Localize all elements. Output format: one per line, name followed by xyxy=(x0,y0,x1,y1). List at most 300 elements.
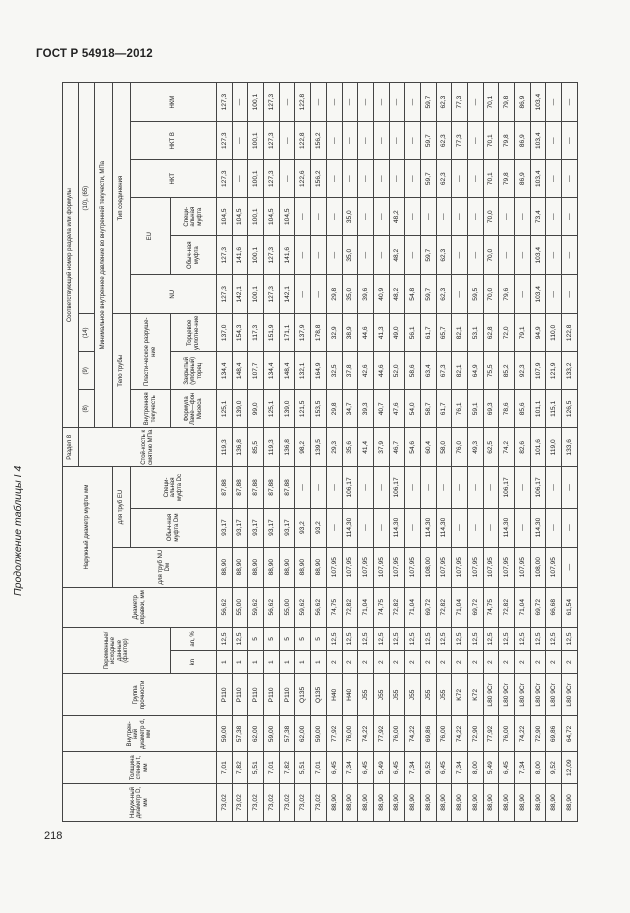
table-cell: — xyxy=(452,508,468,547)
table-cell: 76,1 xyxy=(452,390,468,428)
table-cell: 88,90 xyxy=(295,547,311,587)
table-cell: — xyxy=(342,160,358,198)
table-cell: — xyxy=(311,467,327,508)
table-cell: — xyxy=(515,198,531,236)
table-cell: 1 xyxy=(248,651,264,674)
table-cell: L80 9Cr xyxy=(562,674,578,716)
table-cell: 12,5 xyxy=(515,627,531,650)
header-factors: Переменные/ исходные данные (фактор) xyxy=(63,627,171,673)
table-cell: — xyxy=(279,83,295,122)
table-cell: 74,75 xyxy=(483,587,499,627)
table-cell: 47,6 xyxy=(389,390,405,428)
table-cell: 62,3 xyxy=(436,236,452,275)
table-cell: 119,3 xyxy=(264,428,280,467)
table-row xyxy=(326,83,342,822)
table-cell: 142,1 xyxy=(279,275,295,314)
table-cell: 103,4 xyxy=(530,160,546,198)
table-cell: — xyxy=(232,160,248,198)
table-cell: 76,0 xyxy=(452,428,468,467)
table-cell: — xyxy=(326,236,342,275)
table-cell: 139,0 xyxy=(279,390,295,428)
table-cell: 7,82 xyxy=(232,752,248,784)
table-cell: L80 9Cr xyxy=(499,674,515,716)
table-cell: — xyxy=(295,275,311,314)
table-cell: 59,7 xyxy=(420,160,436,198)
table-cell: — xyxy=(373,83,389,122)
table-cell: 42,6 xyxy=(358,352,374,390)
table-cell: 62,00 xyxy=(295,716,311,752)
table-cell: 88,90 xyxy=(436,784,452,822)
table-cell: 77,92 xyxy=(373,716,389,752)
table-cell: 82,6 xyxy=(515,428,531,467)
table-cell: 37,8 xyxy=(342,352,358,390)
table-cell: 5 xyxy=(311,627,327,650)
table-cell: 6,45 xyxy=(326,752,342,784)
table-cell: 88,90 xyxy=(389,784,405,822)
table-cell: 127,3 xyxy=(264,236,280,275)
table-cell: 88,90 xyxy=(468,784,484,822)
table-cell: — xyxy=(562,275,578,314)
table-cell: 56,62 xyxy=(311,587,327,627)
table-cell: 78,6 xyxy=(499,390,515,428)
table-cell: 103,4 xyxy=(530,83,546,122)
table-cell: 35,0 xyxy=(342,236,358,275)
table-cell: 1 xyxy=(295,651,311,674)
table-cell: 107,95 xyxy=(373,547,389,587)
table-cell: 69,72 xyxy=(530,587,546,627)
table-cell: 71,04 xyxy=(405,587,421,627)
table-cell: 62,3 xyxy=(436,160,452,198)
table-cell: 77,3 xyxy=(452,83,468,122)
table-cell: 2 xyxy=(405,651,421,674)
table-cell: 88,90 xyxy=(217,547,233,587)
table-cell: — xyxy=(452,160,468,198)
table-cell: Р110 xyxy=(279,674,295,716)
table-cell: — xyxy=(342,83,358,122)
table-cell: 106,17 xyxy=(389,467,405,508)
table-cell: — xyxy=(405,198,421,236)
header-collapse-resistance: Стой-кость к смятию МПа xyxy=(79,428,217,467)
table-cell: — xyxy=(546,508,562,547)
table-cell: 35,6 xyxy=(342,428,358,467)
table-cell: 6,45 xyxy=(499,752,515,784)
table-cell: 127,3 xyxy=(217,122,233,160)
table-cell: — xyxy=(405,236,421,275)
table-cell: 125,1 xyxy=(217,390,233,428)
table-cell: 1 xyxy=(232,651,248,674)
table-cell: 88,90 xyxy=(515,784,531,822)
table-cell: 122,8 xyxy=(562,314,578,352)
table-cell: 5 xyxy=(264,627,280,650)
table-cell: 85,2 xyxy=(499,352,515,390)
table-cell: — xyxy=(499,236,515,275)
table-cell: — xyxy=(326,160,342,198)
table-cell: 114,30 xyxy=(436,508,452,547)
table-cell: 12,5 xyxy=(452,627,468,650)
table-row xyxy=(436,83,452,822)
table-cell: 107,95 xyxy=(342,547,358,587)
table-cell: 82,1 xyxy=(452,352,468,390)
header-formula-8: (8) xyxy=(79,390,95,428)
table-cell: 77,3 xyxy=(452,122,468,160)
table-cell: 72,82 xyxy=(342,587,358,627)
table-cell: — xyxy=(483,508,499,547)
table-row xyxy=(217,83,233,822)
table-cell: 107,95 xyxy=(483,547,499,587)
table-cell: — xyxy=(468,160,484,198)
table-cell: 70,1 xyxy=(483,122,499,160)
table-cell: J55 xyxy=(358,674,374,716)
table-cell: 2 xyxy=(358,651,374,674)
header-strength-group: Группа прочности xyxy=(63,674,217,716)
table-cell: 6,45 xyxy=(436,752,452,784)
table-cell: 59,7 xyxy=(420,236,436,275)
table-cell: 2 xyxy=(499,651,515,674)
table-cell: 100,1 xyxy=(248,122,264,160)
table-cell: — xyxy=(279,160,295,198)
table-cell: 44,6 xyxy=(358,314,374,352)
table-cell: 88,90 xyxy=(248,547,264,587)
table-cell: 88,90 xyxy=(342,784,358,822)
table-row xyxy=(546,83,562,822)
table-cell: Р110 xyxy=(248,674,264,716)
table-row xyxy=(420,83,436,822)
table-cell: — xyxy=(515,275,531,314)
table-cell: 76,00 xyxy=(389,716,405,752)
table-cell: 40,7 xyxy=(373,390,389,428)
header-capped-end: Закрытый (упорный) торец xyxy=(171,352,217,390)
table-cell: 64,72 xyxy=(562,716,578,752)
table-row xyxy=(295,83,311,822)
table-cell: 12,5 xyxy=(436,627,452,650)
table-cell: 132,1 xyxy=(295,352,311,390)
table-cell: 70,0 xyxy=(483,198,499,236)
table-cell: 93,17 xyxy=(232,508,248,547)
table-cell: — xyxy=(562,122,578,160)
table-cell: 5,49 xyxy=(373,752,389,784)
header-nu-connection: NU xyxy=(131,275,217,314)
table-cell: 107,9 xyxy=(530,352,546,390)
table-cell: 127,3 xyxy=(217,236,233,275)
table-cell: L80 9Cr xyxy=(483,674,499,716)
table-cell: 117,3 xyxy=(248,314,264,352)
table-cell: 58,7 xyxy=(420,390,436,428)
header-nkm: НКМ xyxy=(131,83,217,122)
table-cell: 53,1 xyxy=(468,314,484,352)
table-cell: 126,5 xyxy=(562,390,578,428)
table-cell: 2 xyxy=(530,651,546,674)
table-cell: — xyxy=(468,508,484,547)
table-cell: K72 xyxy=(468,674,484,716)
table-cell: — xyxy=(546,83,562,122)
table-cell: 6,45 xyxy=(358,752,374,784)
table-cell: 141,6 xyxy=(279,236,295,275)
table-cell: 12,5 xyxy=(468,627,484,650)
table-cell: 62,3 xyxy=(436,122,452,160)
table-cell: 93,17 xyxy=(217,508,233,547)
table-cell: 88,90 xyxy=(420,784,436,822)
header-eu-regular-coupling: Обыч-ная муфта Dм xyxy=(131,508,217,547)
table-cell: 38,9 xyxy=(342,314,358,352)
table-cell: Р110 xyxy=(264,674,280,716)
table-cell: — xyxy=(358,83,374,122)
table-cell: 48,2 xyxy=(389,236,405,275)
table-cell: 107,95 xyxy=(326,547,342,587)
header-formula-numbers: Соответствующий номер раздела или формулы xyxy=(63,83,79,428)
table-cell: 100,1 xyxy=(248,236,264,275)
table-cell: Н40 xyxy=(342,674,358,716)
table-row xyxy=(342,83,358,822)
table-cell: — xyxy=(562,236,578,275)
header-outer-diameter: Наруж-ный диаметр D, мм xyxy=(63,784,217,822)
table-cell: 2 xyxy=(420,651,436,674)
table-cell: 39,3 xyxy=(358,390,374,428)
table-cell: — xyxy=(546,467,562,508)
table-cell: — xyxy=(358,467,374,508)
header-drift-diameter: Диаметр оправки, мм xyxy=(63,587,217,627)
table-cell: Р110 xyxy=(232,674,248,716)
table-cell: 7,01 xyxy=(217,752,233,784)
table-cell: 5 xyxy=(295,627,311,650)
table-cell: 153,5 xyxy=(311,390,327,428)
table-cell: 12,5 xyxy=(483,627,499,650)
table-cell: 88,90 xyxy=(499,784,515,822)
table-cell: 9,52 xyxy=(420,752,436,784)
table-cell: 32,9 xyxy=(326,314,342,352)
table-cell: 107,95 xyxy=(452,547,468,587)
table-cell: J55 xyxy=(420,674,436,716)
table-cell: 79,8 xyxy=(499,160,515,198)
table-cell: 59,62 xyxy=(248,587,264,627)
header-kn: kn xyxy=(171,651,217,674)
table-cell: — xyxy=(358,508,374,547)
table-cell: 55,00 xyxy=(232,587,248,627)
table-cell: 142,1 xyxy=(232,275,248,314)
table-cell: 59,62 xyxy=(295,587,311,627)
table-cell: 88,90 xyxy=(232,547,248,587)
table-cell: — xyxy=(546,198,562,236)
table-cell: — xyxy=(342,122,358,160)
table-cell: — xyxy=(358,122,374,160)
table-cell: — xyxy=(358,236,374,275)
table-body xyxy=(217,83,578,822)
table-cell: 12,5 xyxy=(562,627,578,650)
table-row xyxy=(264,83,280,822)
table-cell: 2 xyxy=(373,651,389,674)
table-cell: 106,17 xyxy=(342,467,358,508)
table-head xyxy=(63,83,217,822)
table-cell: 75,5 xyxy=(483,352,499,390)
table-cell: 59,7 xyxy=(420,122,436,160)
table-cell: 139,5 xyxy=(311,428,327,467)
table-cell: 1 xyxy=(279,651,295,674)
header-nktv: НКТ В xyxy=(131,122,217,160)
table-cell: 99,0 xyxy=(248,390,264,428)
table-cell: — xyxy=(515,508,531,547)
table-cell: 156,2 xyxy=(311,160,327,198)
table-cell: 127,3 xyxy=(217,275,233,314)
table-cell: 79,8 xyxy=(499,122,515,160)
table-cell: 29,8 xyxy=(326,390,342,428)
table-cell: Q135 xyxy=(295,674,311,716)
table-cell: 39,6 xyxy=(358,275,374,314)
table-cell: 59,1 xyxy=(468,390,484,428)
table-cell: — xyxy=(546,275,562,314)
table-cell: 5,51 xyxy=(295,752,311,784)
table-cell: 100,1 xyxy=(248,198,264,236)
table-cell: 62,3 xyxy=(436,275,452,314)
table-cell: 108,00 xyxy=(530,547,546,587)
table-cell: 74,22 xyxy=(515,716,531,752)
table-cell: 88,90 xyxy=(405,784,421,822)
table-cell: 59,00 xyxy=(264,716,280,752)
table-cell: 106,17 xyxy=(499,467,515,508)
table-cell: 164,9 xyxy=(311,352,327,390)
table-cell: 107,95 xyxy=(358,547,374,587)
table-cell: 134,4 xyxy=(264,352,280,390)
table-cell: — xyxy=(326,198,342,236)
table-cell: 64,9 xyxy=(468,352,484,390)
table-cell: 1 xyxy=(217,651,233,674)
table-cell: 69,72 xyxy=(420,587,436,627)
table-cell: 104,5 xyxy=(264,198,280,236)
table-cell: 54,0 xyxy=(405,390,421,428)
table-cell: 2 xyxy=(562,651,578,674)
table-cell: 48,2 xyxy=(389,198,405,236)
table-row xyxy=(452,83,468,822)
table-cell: 85,6 xyxy=(515,390,531,428)
header-an: an, % xyxy=(171,627,217,650)
table-cell: 121,5 xyxy=(295,390,311,428)
table-cell: L80 9Cr xyxy=(546,674,562,716)
table-cell: 74,75 xyxy=(373,587,389,627)
header-plastic-burst: Пласти-ческое разруше-ние xyxy=(131,314,171,390)
table-cell: 93,17 xyxy=(279,508,295,547)
table-cell: 88,90 xyxy=(311,547,327,587)
table-row xyxy=(483,83,499,822)
table-cell: — xyxy=(468,122,484,160)
table-cell: 114,30 xyxy=(389,508,405,547)
table-cell: 61,7 xyxy=(436,390,452,428)
header-eu-regular-connection: Обыч-ная муфта xyxy=(171,236,217,275)
table-cell: 49,3 xyxy=(468,428,484,467)
table-cell: 139,0 xyxy=(232,390,248,428)
table-cell: 127,3 xyxy=(217,83,233,122)
table-cell: 94,9 xyxy=(530,314,546,352)
table-cell: 56,62 xyxy=(264,587,280,627)
table-cell: 73,02 xyxy=(279,784,295,822)
table-cell: 114,30 xyxy=(342,508,358,547)
table-cell: 61,54 xyxy=(562,587,578,627)
table-cell: 2 xyxy=(483,651,499,674)
table-cell: 141,6 xyxy=(232,236,248,275)
table-cell: 69,86 xyxy=(546,716,562,752)
table-cell: — xyxy=(232,83,248,122)
header-formula-9: (9) xyxy=(79,352,95,390)
table-cell: 44,6 xyxy=(373,352,389,390)
table-cell: 7,34 xyxy=(405,752,421,784)
table-cell: Р110 xyxy=(217,674,233,716)
table-cell: 107,95 xyxy=(389,547,405,587)
table-cell: — xyxy=(405,122,421,160)
table-cell: J55 xyxy=(373,674,389,716)
table-cell: 103,4 xyxy=(530,122,546,160)
table-cell: 100,1 xyxy=(248,83,264,122)
table-cell: 88,90 xyxy=(279,547,295,587)
table-cell: Н40 xyxy=(326,674,342,716)
table-cell: 71,04 xyxy=(358,587,374,627)
table-cell: — xyxy=(295,467,311,508)
table-cell: 88,90 xyxy=(546,784,562,822)
table-cell: 136,8 xyxy=(232,428,248,467)
table-cell: 74,22 xyxy=(358,716,374,752)
table-cell: 66,68 xyxy=(546,587,562,627)
table-cell: 9,52 xyxy=(546,752,562,784)
table-cell: — xyxy=(389,160,405,198)
table-cell: 88,90 xyxy=(358,784,374,822)
table-cell: 86,9 xyxy=(515,83,531,122)
table-cell: — xyxy=(373,236,389,275)
table-cell: J55 xyxy=(436,674,452,716)
table-cell: 76,00 xyxy=(436,716,452,752)
table-cell: — xyxy=(562,160,578,198)
table-cell: 100,1 xyxy=(248,275,264,314)
table-cell: 7,01 xyxy=(264,752,280,784)
table-cell: 62,5 xyxy=(483,428,499,467)
header-eu-connection: EU xyxy=(131,198,171,275)
table-cell: 65,7 xyxy=(436,314,452,352)
table-cell: 77,92 xyxy=(483,716,499,752)
table-cell: 70,1 xyxy=(483,83,499,122)
table-cell: 2 xyxy=(436,651,452,674)
table-cell: 61,7 xyxy=(420,314,436,352)
table-cell: 8,00 xyxy=(530,752,546,784)
table-cell: 73,02 xyxy=(264,784,280,822)
table-cell: 70,1 xyxy=(483,160,499,198)
table-cell: 34,7 xyxy=(342,390,358,428)
table-cell: — xyxy=(452,275,468,314)
document-header: ГОСТ Р 54918—2012 xyxy=(36,48,153,60)
table-cell: 5,51 xyxy=(248,752,264,784)
header-barlow-open-end: Формула Ламе—фон Мизеса xyxy=(171,390,217,428)
table-cell: 106,17 xyxy=(530,467,546,508)
table-cell: — xyxy=(452,467,468,508)
table-row xyxy=(389,83,405,822)
table-cell: — xyxy=(311,198,327,236)
table-cell: — xyxy=(420,198,436,236)
table-cell: 122,6 xyxy=(295,160,311,198)
table-cell: 86,9 xyxy=(515,160,531,198)
table-cell: 93,2 xyxy=(311,508,327,547)
table-cell: — xyxy=(311,236,327,275)
table-cell: 108,00 xyxy=(420,547,436,587)
table-cell: 12,5 xyxy=(389,627,405,650)
table-cell: 127,3 xyxy=(217,160,233,198)
table-cell: 69,72 xyxy=(468,587,484,627)
table-cell: — xyxy=(373,508,389,547)
table-cell: 79,6 xyxy=(499,275,515,314)
table-cell: 110,0 xyxy=(546,314,562,352)
table-cell: — xyxy=(373,198,389,236)
table-cell: 134,4 xyxy=(217,352,233,390)
table-cell: 57,38 xyxy=(279,716,295,752)
table-cell: 37,9 xyxy=(373,428,389,467)
table-row xyxy=(232,83,248,822)
table-cell: — xyxy=(232,122,248,160)
table-cell: 114,30 xyxy=(499,508,515,547)
table-cell: — xyxy=(499,198,515,236)
table-cell: — xyxy=(405,467,421,508)
